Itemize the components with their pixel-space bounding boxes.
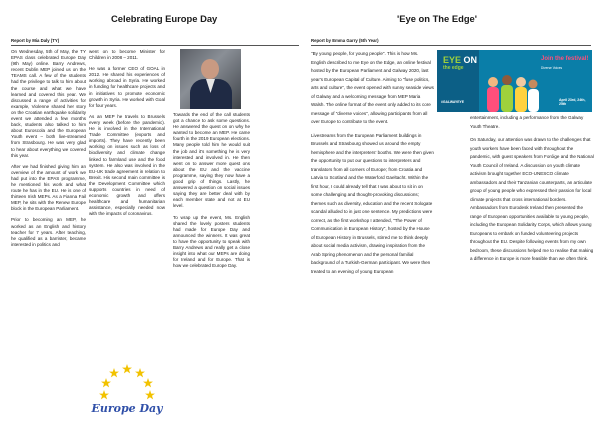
paragraph: Towards the end of the call students got a chance to ask some questions. He answered the quest on on why he wanted to become an MEP. He came fourth in the 2019 European elections. Many people told him he would suit the job and it's something he is very interested and involved in. He then went on to answer more quest ons about the EU and the vaccine programme, saying they now have a good grip of things. Lastly, he answered a question on social issues saying they are better deal with by each member state and not at EU level. bbox=[173, 112, 250, 209]
byline-right: Report by Emma Garry (5th Year) bbox=[311, 38, 379, 43]
divider-left bbox=[11, 45, 299, 46]
banner-hashtag: #GALWAYEYE bbox=[441, 100, 465, 104]
banner-people-illustration bbox=[483, 68, 539, 112]
column-e bbox=[470, 114, 595, 419]
paragraph: went on to become Minister for Children in 2008 – 2011. bbox=[89, 49, 165, 61]
paragraph: On Saturday, our attention was drawn to the challenges that youth workers have been faced with throughout the pandemic, with guest speakers from Foróige and the National Youth Council of Ireland. A discussion on youth climate activism brought together ECO-UNESCO climate ambassadors and their Tanzanian counterparts, an articulate group of young people who expressed their passion for local climate projects that cross international borders. Ambassadors from Eurodesk Ireland then presented the range of European opportunities available to young people, including the European Solidarity Corps, which allows young Europeans to embark on funded volunteering projects throughout the EU. Despite following events from my own bedroom, these discussions helped me to realise that making a difference in Europe is more feasible than we often think. bbox=[470, 137, 594, 261]
article-title-eye-on-the-edge: 'Eye on The Edge' bbox=[397, 13, 477, 24]
spacer-hidden bbox=[438, 114, 468, 116]
photo-figure-face bbox=[201, 59, 219, 79]
column-d bbox=[311, 50, 434, 420]
paragraph: To wrap up the event, Ms. English shared the lovely posters students had made for Europe Day and announced the winners. It was great to have the opportunity to speak with Barry Andrews and really get a close insight into what our MEPs are doing for Ireland and for Europe. That is how we celebrated Europe Day. bbox=[173, 214, 250, 269]
paragraph: As an MEP he travels to Brussels every week (before the pandemic). He is involved in the International Trade Committee (exports and imports). They have recently been working on issues such as loss of biodiversity and climate change linked to farmland use and the food system. He also was involved in the EU-UK trade agreement in relation to Brexit. His second main committee is the Development Committee which supports countries in need of economic growth and offers healthcare and humanitarian assistance, especially needed now with the impacts of coronavirus. bbox=[89, 113, 165, 217]
banner-dates: April 23rd, 24th, 25th bbox=[559, 98, 586, 106]
column-c bbox=[173, 112, 250, 417]
festival-banner bbox=[437, 50, 592, 112]
banner-subtitle: Diverse Voices bbox=[541, 66, 563, 70]
mep-photo bbox=[180, 49, 241, 109]
europe-day-logo-text: Europe Day bbox=[91, 402, 163, 415]
star-ring-icon bbox=[99, 364, 155, 399]
column-a bbox=[11, 49, 86, 421]
paragraph: entertainment, including a performance from the Galway Youth Theatre. bbox=[470, 115, 584, 129]
banner-logo-eye: EYE ON bbox=[443, 55, 478, 65]
banner-logo-edge: the edge bbox=[443, 65, 464, 71]
europe-day-logo bbox=[88, 360, 166, 420]
column-b bbox=[89, 49, 165, 407]
article-title-europe-day: Celebrating Europe Day bbox=[111, 13, 218, 24]
paragraph: He was a former CEO of GOAL in 2012. He shared his experiences of working abroad in Syria. He worked in funding for healthcare projects and in initiatives to promote economic growth in Syria. He worked with Goal for four years. bbox=[89, 66, 165, 108]
byline-left: Report by Mia Daly (TY) bbox=[11, 38, 60, 43]
banner-join-text: Join the festival! bbox=[541, 56, 589, 62]
paragraph: On Wednesday, 5th of May, the TY EPAS class celebrated Europe Day (9th May) online. Barry Andrews, recent Dublin MEP joined us on the TEAMS call. A few of the students had the privilege to talk to him about the course and what we have learned and covered this year. We discussed a range of activities for example, Violenne shared her story on the Croatian earthquake solidarity event we attended a few months back, students also talked to him about Euroscola and the European Youth event – both live-streamed from Strasbourg. He was very glad to hear about everything we covered this year. bbox=[11, 49, 86, 158]
divider-right bbox=[311, 45, 591, 46]
paragraph: Prior to becoming an MEP, he worked as an English and history teacher for 7 years. After teaching, he qualified as a barrister, became interested in politics and bbox=[11, 217, 86, 247]
paragraph: Livestreams from the European Parliament buildings in Brussels and Strasbourg showed us around the empty hemisphere and the interpreters' booths. We were then given the opportunity to put our questions to interpreters and translators from all corners of Europe; from Croatia and Latvia to Scotland and the Waterford Gaeltacht. Within the first hour, I could already tell that I was about to sit in on some challenging and thought-provoking discussions; themes such as diversity, education and the recent Sologate scandal alluded to in just one sentence. My predictions were correct, as the first workshop I attended, "The Power of Communication in European History", hosted by the House of European History in Brussels, stirred me to think deeply about social media activism, drawing inspiration from the Arab Spring phenomenon and the personal familial background of a Turkish-German participant. We were then treated to an evening of young European bbox=[311, 132, 434, 274]
paragraph: "By young people, for young people". This is how Ms. English described to me Eye on the Edge, an online festival hosted by the European Parliament and Galway 2020, last year's European Capital of Culture. Aiming to "fuse politics, arts and culture", the event opened with sunny seaside views of Galway and a welcoming message from MEP Maria Walsh. The online format of the event only added to its core message of "diverse voices", allowing participants from all over Europe to contribute to the event. bbox=[311, 51, 434, 124]
paragraph: After we had finished giving him an overview of the amount of work we had put into the EPAS programme, he mentioned his work and what route he has in the EU. He is one of thirteen Irish MEPs. As a Fianna Fail MEP, he sits with the Renew Europe block in the European Parliament. bbox=[11, 163, 86, 212]
